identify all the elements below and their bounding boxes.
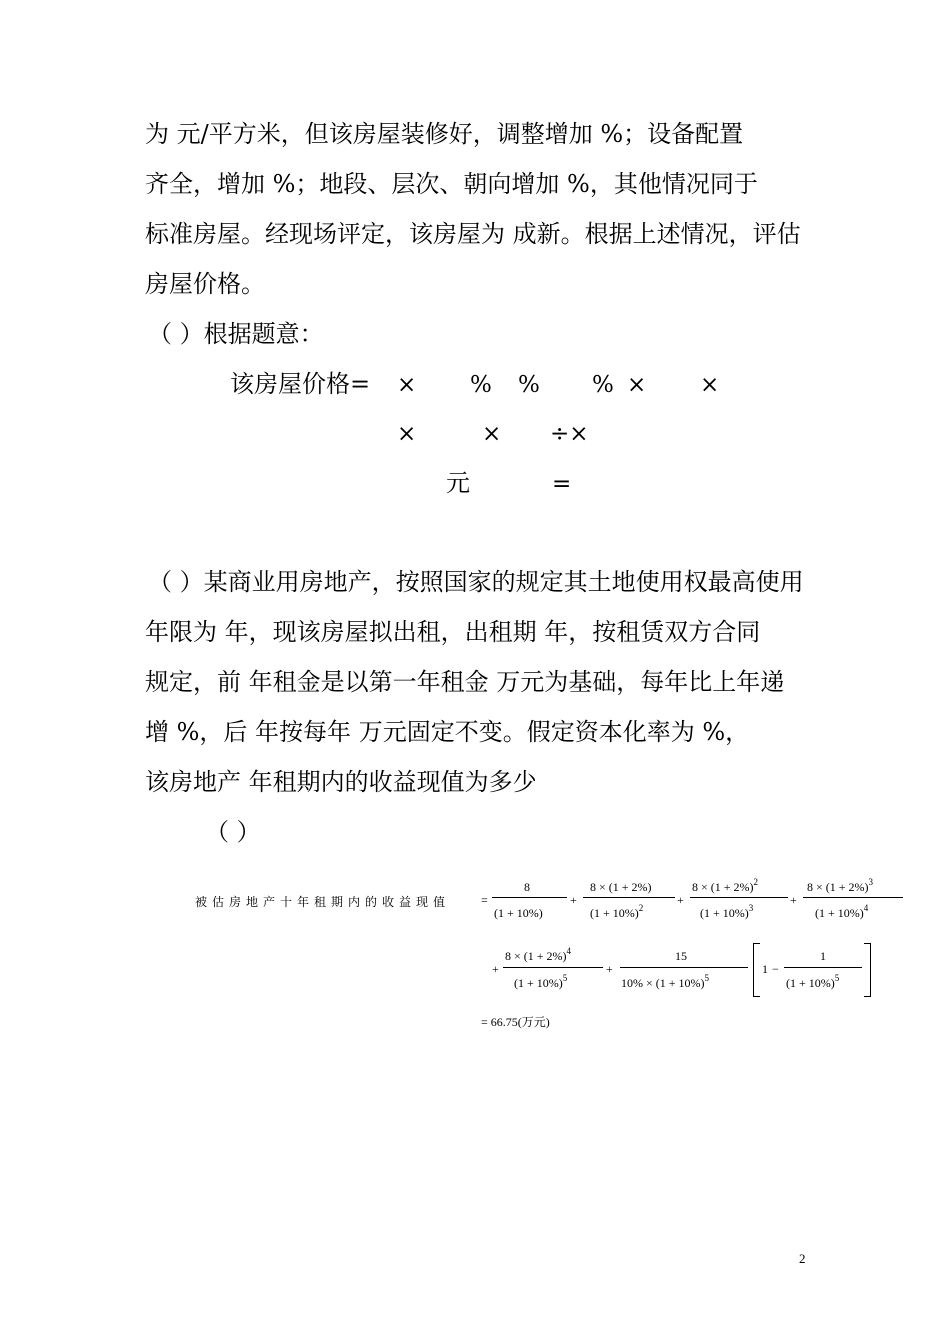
text: (1 + 10%) <box>590 906 639 920</box>
term5-numerator <box>505 946 572 964</box>
fraction-bar <box>503 967 603 968</box>
term4-numerator <box>807 877 874 895</box>
formula-label: 该房屋价格= <box>230 370 371 398</box>
question2-line-3: 规定，前 年租金是以第一年租金 万元为基础，每年比上年递 <box>145 668 785 696</box>
term2-numerator: 8 × (1 + 2%) <box>590 880 652 894</box>
right-bracket <box>864 943 871 997</box>
text: 标准房屋。经现场评定，该房屋为 成新。根据上述情况，评估 <box>145 220 801 248</box>
term1-denominator: (1 + 10%) <box>494 906 543 920</box>
text: (1 + 10%) <box>514 976 563 990</box>
times-symbol: × <box>482 421 502 447</box>
fraction-bar <box>492 897 567 898</box>
question2-line-2: 年限为 年，现该房屋拟出租，出租期 年，按租赁双方合同 <box>145 618 761 646</box>
paragraph-line-3 <box>145 222 801 246</box>
formula-result: = 66.75(万元) <box>481 1015 550 1029</box>
percent-symbol: % <box>470 372 492 398</box>
equals-symbol: = <box>552 471 572 497</box>
fraction-bar <box>784 967 862 968</box>
answer2-label: （ ） <box>205 818 261 846</box>
times-symbol: × <box>397 421 417 447</box>
unit-yuan: 元 <box>446 469 470 497</box>
times-symbol: × <box>700 372 720 398</box>
plus-sign: + <box>606 962 613 976</box>
text: 为 元/平方米，但该房屋装修好，调整增加 %；设备配置 <box>145 120 744 148</box>
exponent: 5 <box>834 973 840 983</box>
exponent: 5 <box>704 973 710 983</box>
fraction-bar <box>583 897 675 898</box>
fraction-bar <box>620 967 748 968</box>
times-symbol: × <box>627 372 647 398</box>
percent-symbol: % <box>518 372 540 398</box>
last-term-denominator <box>621 973 710 991</box>
exponent: 4 <box>863 903 869 913</box>
text: (1 + 10%) <box>700 906 749 920</box>
last-term-numerator: 15 <box>675 949 687 963</box>
term3-denominator <box>700 903 754 921</box>
question2-line-5: 该房地产 年租期内的收益现值为多少 <box>145 768 537 796</box>
inner-denominator <box>786 973 840 991</box>
fraction-bar <box>690 897 788 898</box>
divide-times-symbol: ÷× <box>550 421 589 447</box>
term1-numerator: 8 <box>524 880 530 894</box>
percent-symbol: % <box>592 372 614 398</box>
exponent: 3 <box>868 877 874 887</box>
exponent: 2 <box>753 877 759 887</box>
text: (1 + 10%) <box>815 906 864 920</box>
plus-sign: + <box>570 893 577 907</box>
exponent: 2 <box>638 903 644 913</box>
page-number: 2 <box>799 1251 806 1266</box>
formula-lhs: 被估房地产十年租期内的收益现值 <box>195 895 451 909</box>
text: 房屋价格。 <box>145 270 265 298</box>
equals-sign: = <box>481 893 488 907</box>
bracket-one: 1 <box>762 962 768 976</box>
text: 10% × (1 + 10%) <box>621 976 705 990</box>
plus-sign: + <box>677 893 684 907</box>
exponent: 5 <box>562 973 568 983</box>
text: 8 × (1 + 2%) <box>692 880 754 894</box>
plus-sign: + <box>790 893 797 907</box>
answer-label: （ ）根据题意： <box>148 320 324 348</box>
term3-numerator <box>692 877 759 895</box>
term4-denominator <box>815 903 869 921</box>
text: 8 × (1 + 2%) <box>807 880 869 894</box>
term2-denominator <box>590 903 644 921</box>
paragraph-line-2 <box>145 172 758 196</box>
left-bracket <box>753 943 760 997</box>
text: 8 × (1 + 2%) <box>505 949 567 963</box>
question2-line-1: （ ）某商业用房地产，按照国家的规定其土地使用权最高使用 <box>148 568 804 596</box>
exponent: 4 <box>566 946 572 956</box>
paragraph-line-4 <box>145 272 265 296</box>
term5-denominator <box>514 973 568 991</box>
fraction-bar <box>803 897 903 898</box>
paragraph-line-1 <box>145 122 743 146</box>
plus-sign: + <box>492 962 499 976</box>
exponent: 3 <box>748 903 754 913</box>
question2-line-4: 增 %，后 年按每年 万元固定不变。假定资本化率为 %， <box>145 718 750 746</box>
text: (1 + 10%) <box>786 976 835 990</box>
minus-sign: − <box>772 962 779 976</box>
inner-numerator: 1 <box>820 949 826 963</box>
times-symbol: × <box>397 372 417 398</box>
text: 齐全，增加 %；地段、层次、朝向增加 %，其他情况同于 <box>145 170 758 198</box>
